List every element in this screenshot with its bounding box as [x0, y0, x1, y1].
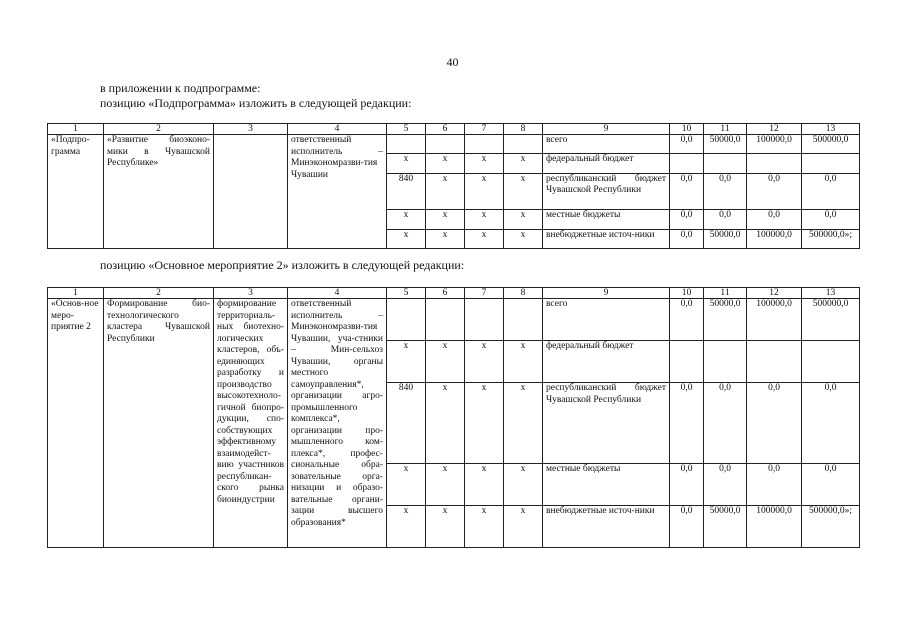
cell-goal: [214, 135, 288, 249]
cell-col7: x: [465, 463, 504, 505]
cell-value-col11: 0,0: [704, 173, 747, 210]
cell-executor: ответственный исполнитель – Минэкономразви-тия Чувашии, уча-стники – Мин-сельхоз Чувашии, органы местного самоуправления*, организации агро-промышленного комплекса*, организации про-мышленного ком-плекса*, профес-сиональные обра-зовательные орга-низации и образо-вательные органи-зации высшего образования*: [288, 299, 387, 548]
cell-col8: [504, 299, 543, 341]
subprogram-table: [47, 123, 860, 249]
cell-funding-source: федеральный бюджет: [543, 154, 670, 173]
cell-col8: x: [504, 229, 543, 248]
cell-col8: x: [504, 210, 543, 229]
cell-col6: x: [426, 173, 465, 210]
cell-name: «Развитие биоэконо-мики в Чувашской Республике»: [104, 135, 214, 249]
cell-value-col12: 0,0: [747, 210, 802, 229]
cell-goal: формирование территориаль-ных биотехно-логических кластеров, объ-единяющих разработку и производство высокотехноло-гичной биопро-дукции, спо-собствующих эффективному взаимодейст-вию участников республикан-ского рынка биоиндустрии: [214, 299, 288, 548]
column-header-5: 5: [387, 288, 426, 299]
cell-value-col10: 0,0: [670, 505, 704, 547]
column-header-7: 7: [465, 124, 504, 135]
cell-value-col13: 0,0: [802, 210, 860, 229]
table-row: [48, 135, 860, 154]
cell-value-col11: 0,0: [704, 463, 747, 505]
cell-col6: [426, 299, 465, 341]
cell-name: Формирование био-технологического кластера Чувашской Республики: [104, 299, 214, 548]
cell-value-col13: [802, 341, 860, 383]
cell-col8: x: [504, 154, 543, 173]
cell-col8: x: [504, 341, 543, 383]
cell-value-col11: [704, 341, 747, 383]
cell-value-col11: 50000,0: [704, 299, 747, 341]
cell-value-col10: 0,0: [670, 173, 704, 210]
column-header-6: 6: [426, 124, 465, 135]
cell-funding-source: всего: [543, 299, 670, 341]
cell-funding-source: внебюджетные источ-ники: [543, 505, 670, 547]
cell-funding-source: всего: [543, 135, 670, 154]
table-header-row: [48, 124, 860, 135]
cell-col5: x: [387, 210, 426, 229]
cell-value-col10: [670, 341, 704, 383]
cell-col7: x: [465, 341, 504, 383]
column-header-8: 8: [504, 288, 543, 299]
column-header-2: 2: [104, 288, 214, 299]
cell-col7: x: [465, 383, 504, 464]
cell-value-col13: 500000,0»;: [802, 505, 860, 547]
cell-col7: x: [465, 505, 504, 547]
table-header-row: [48, 288, 860, 299]
table-row: [48, 299, 860, 341]
cell-status: «Основ-ное меро-приятие 2: [48, 299, 104, 548]
cell-col6: [426, 135, 465, 154]
cell-executor: ответственный исполнитель – Минэкономразви-тия Чувашии: [288, 135, 387, 249]
cell-col5: x: [387, 229, 426, 248]
cell-col5: [387, 135, 426, 154]
cell-col5: x: [387, 505, 426, 547]
cell-value-col12: [747, 154, 802, 173]
column-header-6: 6: [426, 288, 465, 299]
cell-value-col11: 50000,0: [704, 135, 747, 154]
cell-value-col13: 500000,0: [802, 299, 860, 341]
cell-col5: 840: [387, 173, 426, 210]
cell-col8: [504, 135, 543, 154]
column-header-11: 11: [704, 124, 747, 135]
cell-value-col13: 0,0: [802, 463, 860, 505]
cell-col5: 840: [387, 383, 426, 464]
cell-funding-source: республиканский бюджет Чувашской Республики: [543, 383, 670, 464]
cell-col6: x: [426, 505, 465, 547]
column-header-13: 13: [802, 288, 860, 299]
cell-col5: [387, 299, 426, 341]
cell-value-col12: 0,0: [747, 463, 802, 505]
cell-value-col11: 50000,0: [704, 229, 747, 248]
cell-funding-source: федеральный бюджет: [543, 341, 670, 383]
cell-col6: x: [426, 341, 465, 383]
cell-funding-source: внебюджетные источ-ники: [543, 229, 670, 248]
cell-value-col10: [670, 154, 704, 173]
column-header-1: 1: [48, 288, 104, 299]
cell-value-col13: 0,0: [802, 383, 860, 464]
column-header-13: 13: [802, 124, 860, 135]
column-header-11: 11: [704, 288, 747, 299]
column-header-10: 10: [670, 288, 704, 299]
column-header-3: 3: [214, 288, 288, 299]
cell-col7: x: [465, 173, 504, 210]
cell-col6: x: [426, 229, 465, 248]
cell-status: «Подпро-грамма: [48, 135, 104, 249]
cell-value-col10: 0,0: [670, 299, 704, 341]
column-header-8: 8: [504, 124, 543, 135]
cell-funding-source: местные бюджеты: [543, 463, 670, 505]
cell-col6: x: [426, 210, 465, 229]
cell-value-col12: 100000,0: [747, 229, 802, 248]
column-header-9: 9: [543, 124, 670, 135]
intro-line-3: позицию «Основное мероприятие 2» изложить в следующей редакции:: [100, 258, 465, 272]
cell-col7: x: [465, 229, 504, 248]
column-header-4: 4: [288, 124, 387, 135]
cell-col8: x: [504, 463, 543, 505]
column-header-9: 9: [543, 288, 670, 299]
cell-value-col13: 500000,0»;: [802, 229, 860, 248]
column-header-12: 12: [747, 124, 802, 135]
cell-value-col10: 0,0: [670, 463, 704, 505]
cell-value-col13: 0,0: [802, 173, 860, 210]
intro-line-2: позицию «Подпрограмма» изложить в следующей редакции:: [100, 96, 412, 110]
cell-value-col11: 0,0: [704, 210, 747, 229]
cell-value-col12: 100000,0: [747, 505, 802, 547]
column-header-1: 1: [48, 124, 104, 135]
cell-col8: x: [504, 505, 543, 547]
cell-value-col10: 0,0: [670, 210, 704, 229]
intro-line-1: в приложении к подпрограмме:: [100, 81, 261, 95]
cell-value-col12: 100000,0: [747, 135, 802, 154]
cell-value-col13: [802, 154, 860, 173]
column-header-3: 3: [214, 124, 288, 135]
cell-col6: x: [426, 154, 465, 173]
cell-value-col12: [747, 341, 802, 383]
column-header-12: 12: [747, 288, 802, 299]
cell-col7: x: [465, 154, 504, 173]
cell-col8: x: [504, 383, 543, 464]
cell-funding-source: местные бюджеты: [543, 210, 670, 229]
cell-value-col10: 0,0: [670, 229, 704, 248]
cell-value-col13: 500000,0: [802, 135, 860, 154]
column-header-4: 4: [288, 288, 387, 299]
column-header-7: 7: [465, 288, 504, 299]
cell-value-col11: [704, 154, 747, 173]
cell-col5: x: [387, 154, 426, 173]
cell-value-col10: 0,0: [670, 135, 704, 154]
cell-col6: x: [426, 383, 465, 464]
cell-value-col10: 0,0: [670, 383, 704, 464]
column-header-2: 2: [104, 124, 214, 135]
cell-value-col12: 100000,0: [747, 299, 802, 341]
cell-col7: x: [465, 210, 504, 229]
cell-value-col11: 50000,0: [704, 505, 747, 547]
page-number: 40: [446, 55, 459, 69]
cell-col6: x: [426, 463, 465, 505]
column-header-10: 10: [670, 124, 704, 135]
cell-value-col12: 0,0: [747, 173, 802, 210]
cell-col5: x: [387, 463, 426, 505]
cell-value-col11: 0,0: [704, 383, 747, 464]
cell-col8: x: [504, 173, 543, 210]
main-activity-table: [47, 287, 860, 548]
cell-value-col12: 0,0: [747, 383, 802, 464]
cell-col7: [465, 135, 504, 154]
column-header-5: 5: [387, 124, 426, 135]
cell-col5: x: [387, 341, 426, 383]
cell-col7: [465, 299, 504, 341]
cell-funding-source: республиканский бюджет Чувашской Республики: [543, 173, 670, 210]
